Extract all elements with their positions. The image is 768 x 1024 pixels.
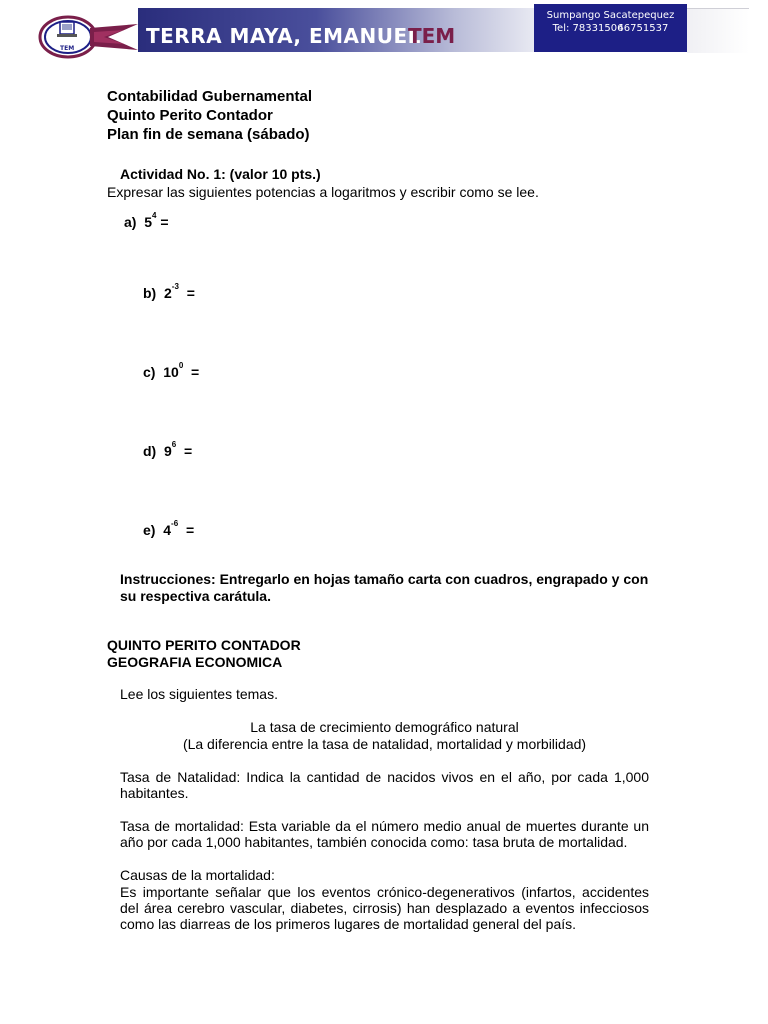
exercise-a <box>124 211 169 230</box>
causas-paragraph: Es importante señalar que los eventos crónico-degenerativos (infartos, accidentes del área cerebro vascular, diabetes, cirrosis) han desplazado a eventos infecciosos como las diarreas de los primeros lugares de mortalidad general del país. <box>120 884 649 932</box>
section2-intro: Lee los siguientes temas. <box>120 686 278 702</box>
section2-heading-1: QUINTO PERITO CONTADOR <box>107 637 301 653</box>
section2-heading-2: GEOGRAFIA ECONOMICA <box>107 654 283 670</box>
exercise-base: 4 <box>163 522 172 538</box>
contact-phone-extra: 46751537 <box>617 23 669 34</box>
school-title: TERRA MAYA, EMANUEL <box>146 24 421 48</box>
exercise-equals: = <box>184 443 193 459</box>
exercise-equals: = <box>185 522 195 538</box>
exercise-d <box>143 440 193 459</box>
exercise-exponent: -6 <box>171 519 179 528</box>
exercise-exponent: 6 <box>171 440 177 449</box>
exercise-base: 5 <box>144 214 153 230</box>
exercise-label: e) <box>143 522 156 538</box>
activity-title: Actividad No. 1: (valor 10 pts.) <box>120 166 321 182</box>
exercise-e <box>143 519 195 538</box>
course-line-1: Contabilidad Gubernamental <box>107 88 313 105</box>
exercise-base: 10 <box>163 364 179 380</box>
instructions-line-2: su respectiva carátula. <box>120 588 271 604</box>
course-line-3: Plan fin de semana (sábado) <box>107 126 310 143</box>
contact-phone <box>534 23 687 34</box>
exercise-label: b) <box>143 285 157 301</box>
contact-box <box>534 4 687 52</box>
exercise-equals: = <box>186 285 195 301</box>
exercise-equals: = <box>160 214 169 230</box>
exercise-c <box>143 361 200 380</box>
exercise-base: 9 <box>164 443 172 459</box>
instructions-line-1: Instrucciones: Entregarlo en hojas tamaño carta con cuadros, engrapado y con <box>120 571 649 587</box>
page-header <box>0 0 768 62</box>
exercise-label: c) <box>143 364 156 380</box>
natalidad-paragraph: Tasa de Natalidad: Indica la cantidad de nacidos vivos en el año, por cada 1,000 habitantes. <box>120 769 649 801</box>
contact-phone-label: Tel: 78331506 <box>552 23 624 34</box>
exercise-equals: = <box>191 364 200 380</box>
topic-subtitle: (La diferencia entre la tasa de natalidad, mortalidad y morbilidad) <box>182 736 587 752</box>
contact-location: Sumpango Sacatepequez <box>546 10 675 21</box>
activity-prompt: Expresar las siguientes potencias a logaritmos y escribir como se lee. <box>107 184 539 200</box>
exercise-label: a) <box>124 214 137 230</box>
topic-title: La tasa de crecimiento demográfico natural <box>250 719 519 735</box>
header-rule <box>687 8 749 53</box>
exercise-exponent: 0 <box>178 361 184 370</box>
exercise-label: d) <box>143 443 157 459</box>
logo-text: TEM <box>60 45 75 52</box>
exercise-b <box>143 282 195 301</box>
course-line-2: Quinto Perito Contador <box>107 107 273 124</box>
school-logo <box>38 14 140 60</box>
exercise-base: 2 <box>164 285 172 301</box>
school-title-accent: TEM <box>408 24 456 48</box>
exercise-exponent: 4 <box>152 211 157 220</box>
exercise-exponent: -3 <box>171 282 179 291</box>
causas-title: Causas de la mortalidad: <box>120 867 275 883</box>
mortalidad-paragraph: Tasa de mortalidad: Esta variable da el número medio anual de muertes durante un año por cada 1,000 habitantes, también conocida como: tasa bruta de mortalidad. <box>120 818 649 850</box>
